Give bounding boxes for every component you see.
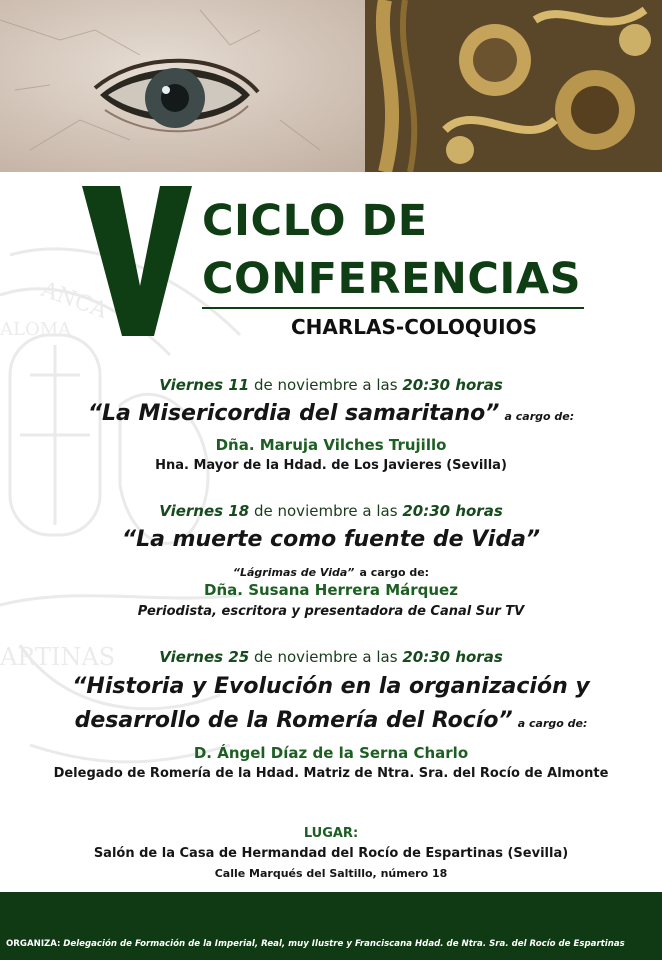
event-1-title: “La Misericordia del samaritano” (87, 401, 500, 426)
event-1-title-row (0, 401, 662, 426)
title-line-1: CICLO DE (202, 196, 428, 246)
subtitle: CHARLAS-COLOQUIOS (291, 315, 538, 339)
roman-numeral-v (82, 186, 192, 336)
event-1-date (0, 376, 662, 394)
organizer-label: ORGANIZA: (6, 939, 61, 949)
event-3-time: 20:30 horas (402, 648, 503, 666)
event-2-title: “La muerte como fuente de Vida” (121, 527, 541, 552)
event-1-day-word: Viernes (159, 376, 224, 394)
footer-bar (0, 892, 662, 960)
organizer-name: Delegación de Formación de la Imperial, Real, muy Ilustre y Franciscana Hdad. de Ntra. Sra. del Rocío de Espartinas (63, 939, 625, 949)
event-1-speaker: Dña. Maruja Vilches Trujillo (215, 436, 447, 454)
event-3-date (0, 648, 662, 666)
organizer-text (6, 939, 625, 949)
title-line-2: CONFERENCIAS (202, 254, 582, 304)
event-3-cargo: a cargo de: (517, 717, 588, 730)
venue-address: Calle Marqués del Saltillo, número 18 (214, 867, 448, 880)
event-3-speaker: D. Ángel Díaz de la Serna Charlo (193, 744, 469, 762)
event-3-day-num: 25 (228, 648, 250, 666)
eye-illustration (0, 0, 390, 172)
event-2-date-text: de noviembre a las (253, 502, 398, 520)
event-2-subtitle-row (0, 561, 662, 580)
event-1-time: 20:30 horas (402, 376, 503, 394)
event-1-day-num: 11 (228, 376, 250, 394)
header-photo (0, 0, 662, 172)
title-underline (202, 307, 584, 309)
event-1-role: Hna. Mayor de la Hdad. de Los Javieres (Sevilla) (155, 458, 507, 473)
svg-text:ANCA: ANCA (37, 277, 111, 324)
event-2-date (0, 502, 662, 520)
event-2-day-num: 18 (228, 502, 250, 520)
event-1-date-text: de noviembre a las (253, 376, 398, 394)
gold-crown-ornament (365, 0, 662, 172)
svg-text:ALOMA: ALOMA (0, 319, 72, 340)
event-3-date-text: de noviembre a las (253, 648, 398, 666)
event-2-time: 20:30 horas (402, 502, 503, 520)
venue-heading: LUGAR: (303, 826, 359, 841)
event-3-title-row-2 (0, 708, 662, 733)
svg-text:ARTINAS: ARTINAS (0, 643, 116, 671)
event-3-title-line-2: desarrollo de la Romería del Rocío” (74, 708, 513, 733)
event-3-day-word: Viernes (159, 648, 224, 666)
event-2-speaker: Dña. Susana Herrera Márquez (204, 581, 458, 599)
event-2-subtitle-quote: “Lágrimas de Vida” (232, 566, 355, 579)
event-2-cargo: a cargo de: (359, 566, 430, 579)
event-3-role: Delegado de Romería de la Hdad. Matriz de Ntra. Sra. del Rocío de Almonte (53, 766, 609, 781)
event-1-cargo: a cargo de: (504, 410, 575, 423)
event-3-title-line-1: “Historia y Evolución en la organización y (72, 674, 590, 699)
event-2-day-word: Viernes (159, 502, 224, 520)
event-2-role: Periodista, escritora y presentadora de Canal Sur TV (137, 604, 525, 619)
venue-place: Salón de la Casa de Hermandad del Rocío de Espartinas (Sevilla) (93, 846, 569, 861)
